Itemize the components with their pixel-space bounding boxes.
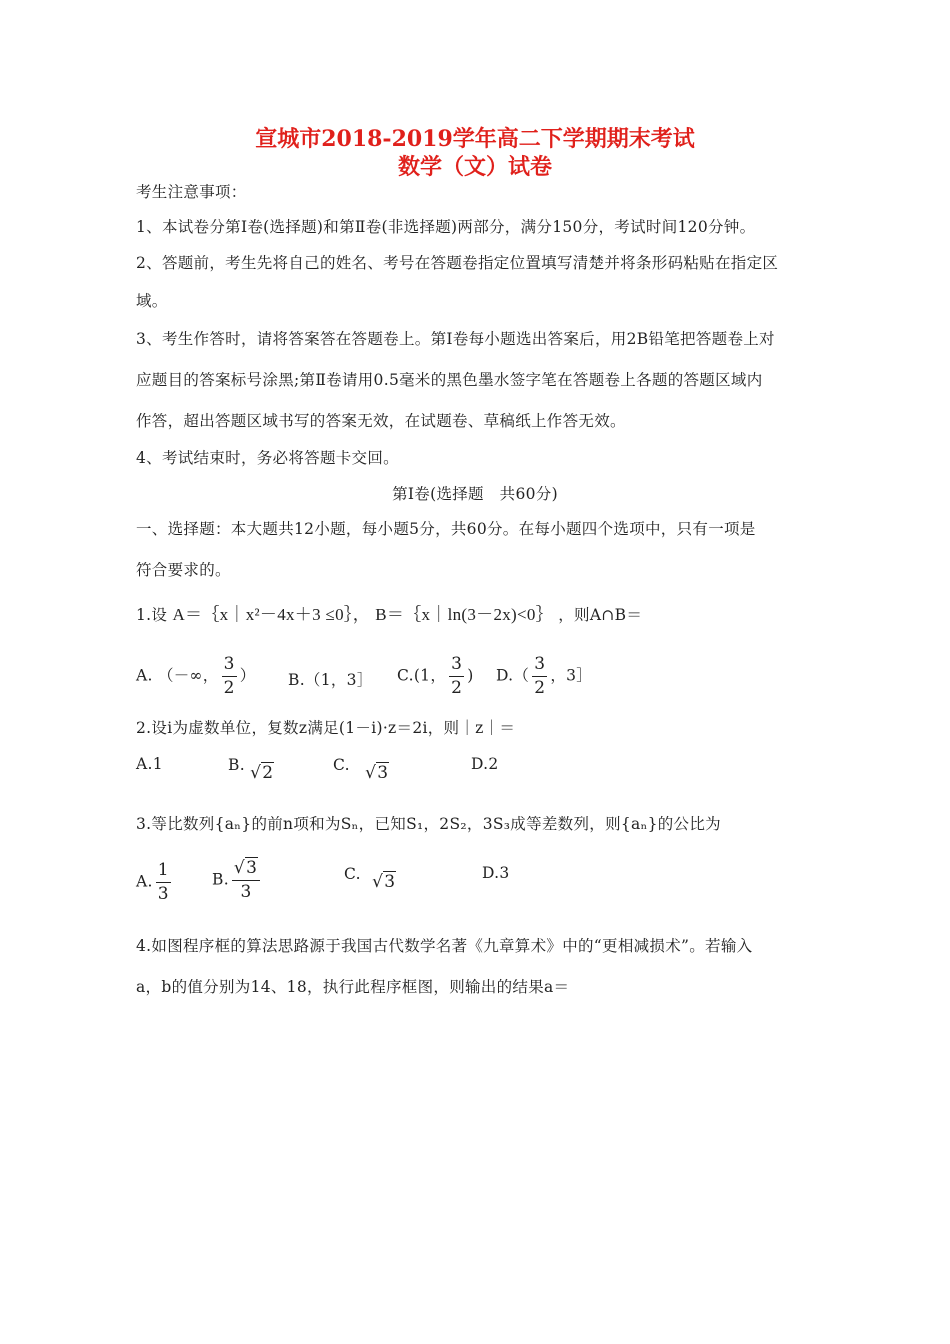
notice-line-5: 应题目的答案标号涂黑;第Ⅱ卷请用0.5毫米的黑色墨水签字笔在答题卷上各题的答题区域内 bbox=[136, 371, 763, 389]
fraction-numerator: 1 bbox=[156, 862, 171, 883]
q1-suffix: ，则A∩B＝ bbox=[558, 606, 643, 624]
q2-option-b-label: B. bbox=[228, 756, 245, 774]
fraction-denominator: 3 bbox=[157, 884, 169, 904]
notice-line-7: 4、考试结束时，务必将答题卡交回。 bbox=[136, 449, 399, 467]
fraction-denominator: 2 bbox=[534, 678, 546, 698]
q3-option-b bbox=[212, 860, 263, 901]
fraction-denominator: 2 bbox=[451, 678, 463, 698]
q1-option-c-fraction bbox=[449, 656, 464, 697]
fraction-numerator: 3 bbox=[222, 656, 237, 677]
radicand: 2 bbox=[262, 763, 274, 783]
question-2-stem: 2.设i为虚数单位，复数z满足(1－i)·z＝2i，则｜z｜＝ bbox=[136, 719, 516, 737]
fraction-denominator: 3 bbox=[240, 882, 252, 902]
q3-option-a-fraction bbox=[156, 862, 171, 903]
q1-option-d bbox=[496, 656, 592, 697]
question-4-line-1: 4.如图程序框的算法思路源于我国古代数学名著《九章算术》中的“更相减损术”。若输入 bbox=[136, 937, 753, 955]
q2-option-c-sqrt: √3 bbox=[365, 763, 389, 783]
q1-set-b: B＝｛x｜ln(3－2x)<0｝ bbox=[375, 605, 554, 624]
q2-option-b-sqrt: √2 bbox=[250, 763, 274, 783]
q1-option-c-pre: C.(1， bbox=[397, 666, 447, 685]
q2-option-c-label: C. bbox=[333, 756, 350, 774]
question-3-stem: 3.等比数列{aₙ}的前n项和为Sₙ，已知S₁，2S₂，3S₃成等差数列，则{aₙ}的公比为 bbox=[136, 815, 721, 833]
q3-option-b-fraction bbox=[232, 860, 260, 901]
notice-line-3: 域。 bbox=[136, 292, 168, 310]
q1-option-c-post: ) bbox=[467, 666, 474, 685]
q1-option-d-fraction bbox=[532, 656, 547, 697]
q1-option-a-fraction bbox=[222, 656, 237, 697]
q3-option-c-sqrt: √3 bbox=[372, 872, 396, 892]
question-1-stem bbox=[136, 600, 642, 625]
q1-option-a-pre: A. （－∞， bbox=[136, 666, 219, 685]
q1-option-b: B.（1，3］ bbox=[288, 671, 373, 689]
q2-option-c bbox=[333, 755, 389, 783]
q2-option-a: A.1 bbox=[136, 755, 163, 773]
q1-option-c bbox=[397, 656, 474, 697]
q1-option-a-post: ） bbox=[239, 666, 256, 685]
part1-intro-line-1: 一、选择题：本大题共12小题，每小题5分，共60分。在每小题四个选项中，只有一项是 bbox=[136, 520, 756, 538]
q3-option-a bbox=[136, 862, 174, 903]
q3-option-c bbox=[344, 864, 396, 892]
notice-line-4: 3、考生作答时，请将答案答在答题卷上。第Ⅰ卷每小题选出答案后，用2B铅笔把答题卷上对 bbox=[136, 330, 775, 348]
fraction-denominator: 2 bbox=[223, 678, 235, 698]
q1-prefix: 1.设 bbox=[136, 606, 168, 624]
q1-option-d-post: ，3］ bbox=[550, 666, 593, 685]
q2-option-d: D.2 bbox=[471, 755, 499, 773]
notice-line-6: 作答，超出答题区域书写的答案无效，在试题卷、草稿纸上作答无效。 bbox=[136, 412, 626, 430]
fraction-numerator: 3 bbox=[449, 656, 464, 677]
exam-title: 宣城市2018-2019学年高二下学期期末考试 bbox=[255, 126, 695, 152]
q2-option-b bbox=[228, 755, 274, 783]
q1-option-d-pre: D.（ bbox=[496, 666, 530, 685]
q3-option-a-label: A. bbox=[136, 872, 153, 891]
notice-heading: 考生注意事项： bbox=[136, 183, 247, 201]
notice-line-2: 2、答题前，考生先将自己的姓名、考号在答题卷指定位置填写清楚并将条形码粘贴在指定区 bbox=[136, 254, 779, 272]
fraction-numerator: 3 bbox=[532, 656, 547, 677]
radicand: 3 bbox=[377, 763, 389, 783]
section-title: 第Ⅰ卷(选择题 共60分) bbox=[392, 485, 558, 503]
q3-option-c-label: C. bbox=[344, 865, 361, 883]
q3-option-b-label: B. bbox=[212, 870, 229, 889]
question-4-line-2: a，b的值分别为14、18，执行此程序框图，则输出的结果a＝ bbox=[136, 978, 570, 996]
exam-subtitle: 数学（文）试卷 bbox=[397, 154, 552, 180]
q3-option-d: D.3 bbox=[482, 864, 510, 882]
q1-set-a: A＝｛x｜x²－4x＋3 ≤0｝， bbox=[172, 605, 370, 624]
q1-option-a bbox=[136, 656, 256, 697]
radicand: 3 bbox=[246, 858, 258, 878]
fraction-numerator: √3 bbox=[232, 860, 260, 881]
part1-intro-line-2: 符合要求的。 bbox=[136, 561, 231, 579]
radicand: 3 bbox=[384, 872, 396, 892]
notice-line-1: 1、本试卷分第Ⅰ卷(选择题)和第Ⅱ卷(非选择题)两部分，满分150分，考试时间120分钟。 bbox=[136, 218, 756, 236]
